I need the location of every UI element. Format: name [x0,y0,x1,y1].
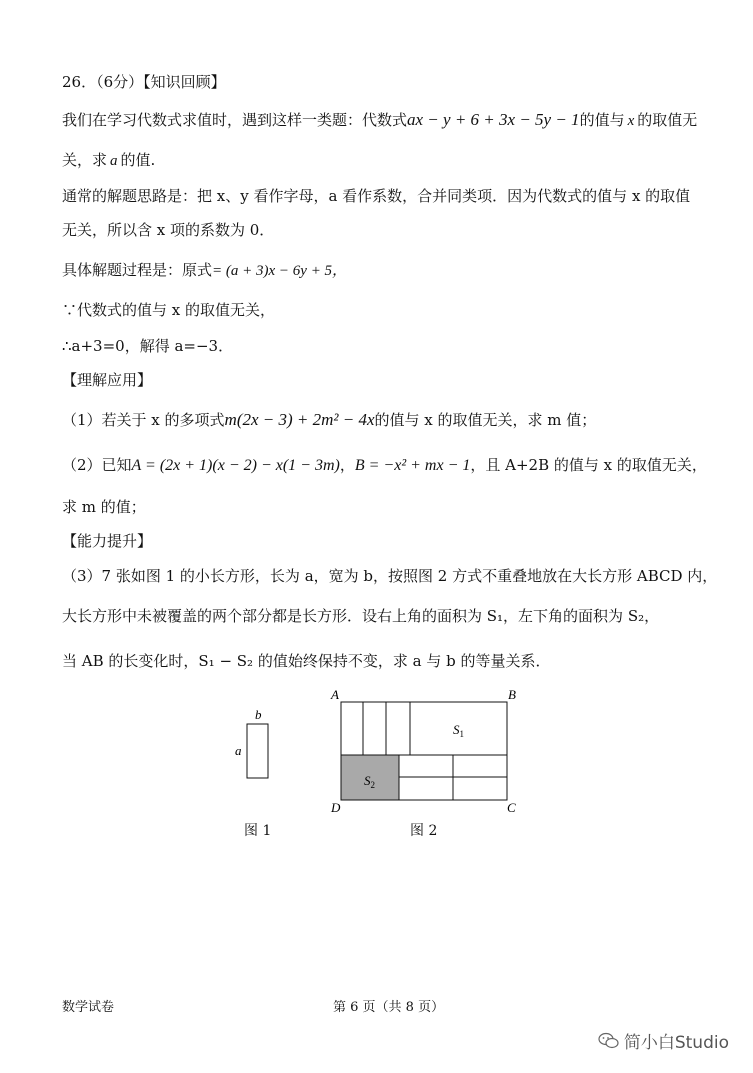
q2-text-b: ，且 A+2B 的值与 x 的取值无关， [470,456,707,474]
fig1-caption: 图 1 [244,823,272,839]
intro-var-a: a [110,153,118,169]
problem-header [62,72,226,92]
watermark-text: 简小白Studio [623,1033,729,1053]
figure-1 [220,700,290,790]
idea-line-1: 通常的解题思路是：把 x、y 看作字母，a 看作系数，合并同类项．因为代数式的值与 x 的取值 [62,187,691,205]
fig2-label-C: C [507,800,516,815]
steps-line [62,260,347,281]
intro-line-2 [62,150,155,171]
fig2-caption: 图 2 [410,823,438,839]
question-2-line-2: 求 m 的值； [62,498,146,516]
watermark [598,1028,729,1053]
fig2-label-D: D [331,800,341,815]
because-line: ∵代数式的值与 x 的取值无关， [62,301,275,319]
q2-expression-B: B = −x² + mx − 1 [354,457,471,474]
intro-text-c: 的取值无 [637,111,698,129]
section-review: 【知识回顾】 [143,73,226,91]
footer-left: 数学试卷 [62,1000,115,1015]
intro-text-e: 的值. [120,151,156,169]
intro-text: 我们在学习代数式求值时，遇到这样一类题：代数式 [62,111,408,129]
figure-2 [325,685,525,820]
fig2-label-S1: $S_1$ [453,722,464,739]
problem-points: （6分） [96,73,144,91]
intro-expression: ax − y + 6 + 3x − 5y − 1 [407,110,580,129]
fig2-label-A: A [331,687,339,702]
idea-line-2: 无关，所以含 x 项的系数为 0． [62,221,275,239]
wechat-icon [598,1032,620,1050]
small-rectangle [247,724,268,778]
q1-expression: m(2x − 3) + 2m² − 4x [224,410,375,429]
q2-expression-A: A = (2x + 1)(x − 2) − x(1 − 3m) [131,457,340,474]
q2-text: （2）已知 [62,456,132,474]
question-2-line-1 [62,455,707,476]
question-1 [62,410,596,430]
steps-label: 具体解题过程是：原式 [62,261,213,279]
q1-text-b: 的值与 x 的取值无关，求 m 值； [374,411,597,429]
intro-var-x: x [627,113,635,129]
fig2-label-S2: $S_2$ [364,773,375,790]
therefore-line: ∴a+3=0，解得 a=−3． [62,337,234,355]
footer-page-number: 第 6 页（共 8 页） [333,1000,445,1015]
intro-line-1 [62,110,697,131]
section-apply: 【理解应用】 [62,371,153,389]
question-3-line-2: 大长方形中未被覆盖的两个部分都是长方形．设右上角的面积为 S₁，左下角的面积为 S₂， [62,607,660,625]
section-advanced: 【能力提升】 [62,532,153,550]
problem-number: 26． [62,73,97,91]
intro-text-d: 关，求 [62,151,108,169]
fig1-label-b: b [255,707,262,722]
q2-separator: ， [339,456,355,474]
q1-text: （1）若关于 x 的多项式 [62,411,225,429]
intro-text-b: 的值与 [579,111,625,129]
question-3-line-3: 当 AB 的长变化时，S₁ − S₂ 的值始终保持不变，求 a 与 b 的等量关系． [62,652,551,670]
fig2-label-B: B [508,687,516,702]
question-3-line-1: （3）7 张如图 1 的小长方形，长为 a，宽为 b，按照图 2 方式不重叠地放在大长方形 ABCD 内， [62,567,718,585]
steps-expression: = (a + 3)x − 6y + 5， [212,263,348,279]
fig1-label-a: a [235,743,242,758]
